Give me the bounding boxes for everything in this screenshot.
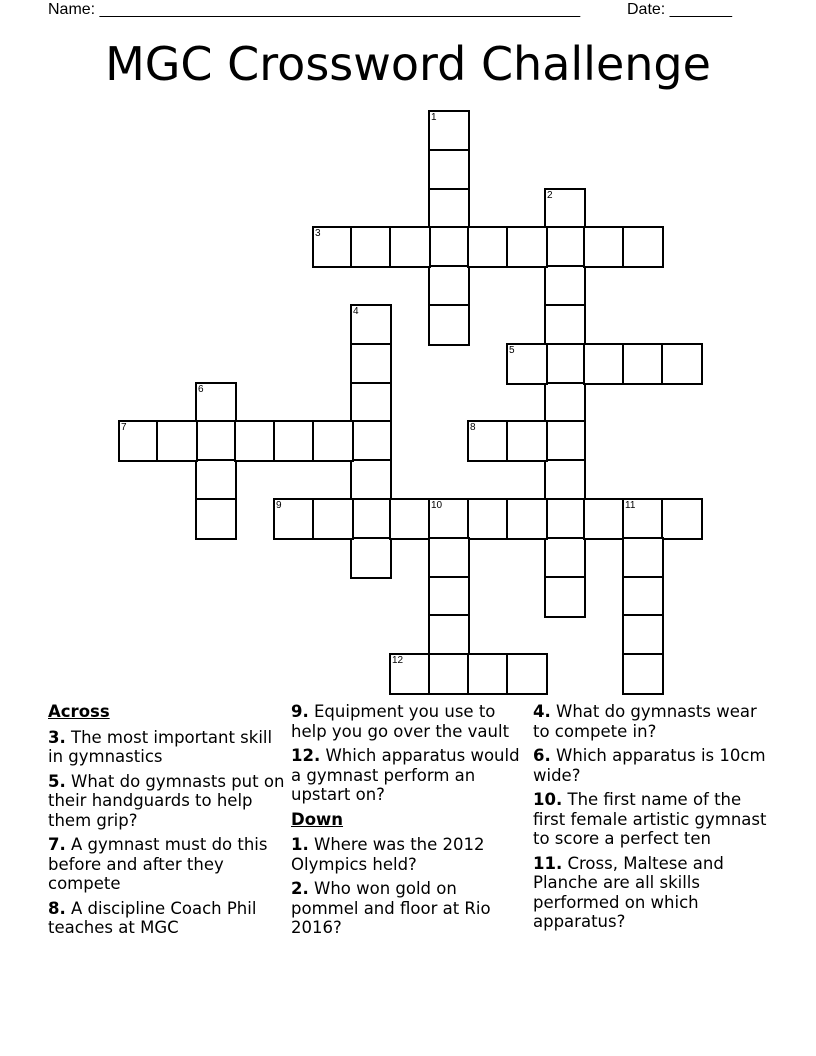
grid-cell[interactable] — [467, 420, 509, 462]
name-field-line: Name: ______________________________________________________ — [48, 1, 581, 18]
grid-cell[interactable] — [544, 226, 586, 268]
clue-across-5 — [48, 772, 286, 831]
grid-cell[interactable] — [389, 226, 431, 268]
clue-text: The most important skill in gymnastics — [48, 727, 273, 766]
grid-cell[interactable] — [544, 576, 586, 618]
clue-number: 8. — [48, 898, 66, 918]
grid-cell[interactable] — [544, 304, 586, 346]
grid-cell[interactable] — [544, 459, 586, 501]
grid-cell[interactable] — [118, 420, 160, 462]
grid-cell[interactable] — [428, 653, 470, 695]
grid-cell[interactable] — [312, 226, 354, 268]
clue-down-2 — [291, 879, 527, 938]
grid-cell[interactable] — [622, 498, 664, 540]
grid-cell[interactable] — [350, 343, 392, 385]
clues-column-3 — [533, 702, 769, 937]
grid-cell[interactable] — [506, 226, 548, 268]
grid-cell[interactable] — [428, 226, 470, 268]
grid-cell[interactable] — [350, 304, 392, 346]
clue-number: 2. — [291, 879, 309, 898]
grid-cell[interactable] — [312, 420, 354, 462]
clue-across-12 — [291, 746, 527, 805]
grid-cell[interactable] — [506, 420, 548, 462]
clue-down-6 — [533, 746, 769, 785]
grid-cell[interactable] — [350, 498, 392, 540]
grid-cell[interactable] — [156, 420, 198, 462]
clue-number: 11. — [533, 853, 563, 873]
cell-number: 6 — [198, 384, 204, 395]
clue-number: 7. — [48, 835, 66, 854]
clue-number: 4. — [533, 702, 551, 721]
date-field-line: Date: _______ — [627, 1, 732, 18]
grid-cell[interactable] — [428, 537, 470, 579]
clue-down-11 — [533, 854, 769, 932]
clue-text: Which apparatus is 10cm wide? — [533, 746, 766, 785]
clue-text: Cross, Maltese and Planche are all skills performed on which apparatus? — [533, 853, 724, 931]
clue-text: Equipment you use to help you go over the vault — [291, 702, 510, 741]
grid-cell[interactable] — [506, 498, 548, 540]
clue-across-7 — [48, 835, 286, 894]
cell-number: 7 — [121, 422, 127, 433]
grid-cell[interactable] — [583, 343, 625, 385]
grid-cell[interactable] — [350, 537, 392, 579]
clue-down-4 — [533, 702, 769, 741]
cell-number: 9 — [276, 500, 282, 511]
grid-cell[interactable] — [428, 498, 470, 540]
grid-cell[interactable] — [506, 343, 548, 385]
grid-cell[interactable] — [389, 653, 431, 695]
cell-number: 8 — [470, 422, 476, 433]
grid-cell[interactable] — [544, 537, 586, 579]
clue-number: 9. — [291, 702, 309, 721]
grid-cell[interactable] — [622, 576, 664, 618]
grid-cell[interactable] — [544, 343, 586, 385]
clue-number: 12. — [291, 746, 321, 765]
cell-number: 4 — [353, 306, 359, 317]
clue-across-9 — [291, 702, 527, 741]
grid-cell[interactable] — [544, 420, 586, 462]
grid-cell[interactable] — [312, 498, 354, 540]
cell-number: 1 — [431, 112, 437, 123]
grid-cell[interactable] — [544, 188, 586, 230]
grid-cell[interactable] — [622, 343, 664, 385]
grid-cell[interactable] — [467, 653, 509, 695]
grid-cell[interactable] — [428, 188, 470, 230]
clue-number: 6. — [533, 746, 551, 765]
grid-cell[interactable] — [195, 420, 237, 462]
grid-cell[interactable] — [467, 498, 509, 540]
clue-text: Where was the 2012 Olympics held? — [291, 835, 485, 874]
cell-number: 12 — [392, 655, 404, 666]
grid-cell[interactable] — [583, 498, 625, 540]
clue-across-3 — [48, 728, 286, 767]
grid-cell[interactable] — [428, 265, 470, 307]
clue-number: 5. — [48, 771, 66, 791]
grid-cell[interactable] — [428, 576, 470, 618]
grid-cell[interactable] — [350, 459, 392, 501]
clue-number: 1. — [291, 835, 309, 854]
grid-cell[interactable] — [428, 614, 470, 656]
grid-cell[interactable] — [622, 614, 664, 656]
grid-cell[interactable] — [273, 498, 315, 540]
clues-column-1 — [48, 702, 286, 943]
grid-cell[interactable] — [661, 343, 703, 385]
grid-cell[interactable] — [622, 226, 664, 268]
down-heading: Down — [291, 809, 344, 829]
grid-cell[interactable] — [273, 420, 315, 462]
clue-text: Which apparatus would a gymnast perform an upstart on? — [291, 746, 520, 804]
grid-cell[interactable] — [583, 226, 625, 268]
clue-text: What do gymnasts wear to compete in? — [533, 702, 757, 741]
clue-text: A gymnast must do this before and after they compete — [48, 835, 268, 893]
grid-cell[interactable] — [428, 304, 470, 346]
clue-across-8 — [48, 899, 286, 938]
grid-cell[interactable] — [350, 226, 392, 268]
clue-down-1 — [291, 835, 527, 874]
grid-cell[interactable] — [350, 382, 392, 424]
clue-number: 10. — [533, 790, 563, 809]
across-heading: Across — [48, 702, 110, 721]
grid-cell[interactable] — [350, 420, 392, 462]
grid-cell[interactable] — [195, 382, 237, 424]
grid-cell[interactable] — [622, 653, 664, 695]
page-title: MGC Crossword Challenge — [105, 37, 711, 91]
clue-text: Who won gold on pommel and floor at Rio 2016? — [291, 879, 491, 937]
grid-cell[interactable] — [506, 653, 548, 695]
grid-cell[interactable] — [389, 498, 431, 540]
clues-column-2 — [291, 702, 527, 943]
clue-down-10 — [533, 790, 769, 849]
clue-text: A discipline Coach Phil teaches at MGC — [48, 898, 257, 937]
grid-cell[interactable] — [428, 149, 470, 191]
grid-cell[interactable] — [544, 265, 586, 307]
cell-number: 11 — [625, 500, 636, 511]
cell-number: 5 — [509, 345, 515, 356]
grid-cell[interactable] — [234, 420, 276, 462]
cell-number: 10 — [431, 500, 443, 511]
grid-cell[interactable] — [544, 382, 586, 424]
clue-text: The first name of the first female artistic gymnast to score a perfect ten — [533, 790, 767, 848]
clue-number: 3. — [48, 727, 66, 747]
cell-number: 2 — [547, 190, 553, 201]
grid-cell[interactable] — [428, 110, 470, 152]
grid-cell[interactable] — [195, 498, 237, 540]
grid-cell[interactable] — [467, 226, 509, 268]
cell-number: 3 — [315, 228, 321, 239]
grid-cell[interactable] — [661, 498, 703, 540]
grid-cell[interactable] — [544, 498, 586, 540]
grid-cell[interactable] — [195, 459, 237, 501]
grid-cell[interactable] — [622, 537, 664, 579]
clue-text: What do gymnasts put on their handguards to help them grip? — [48, 771, 285, 830]
